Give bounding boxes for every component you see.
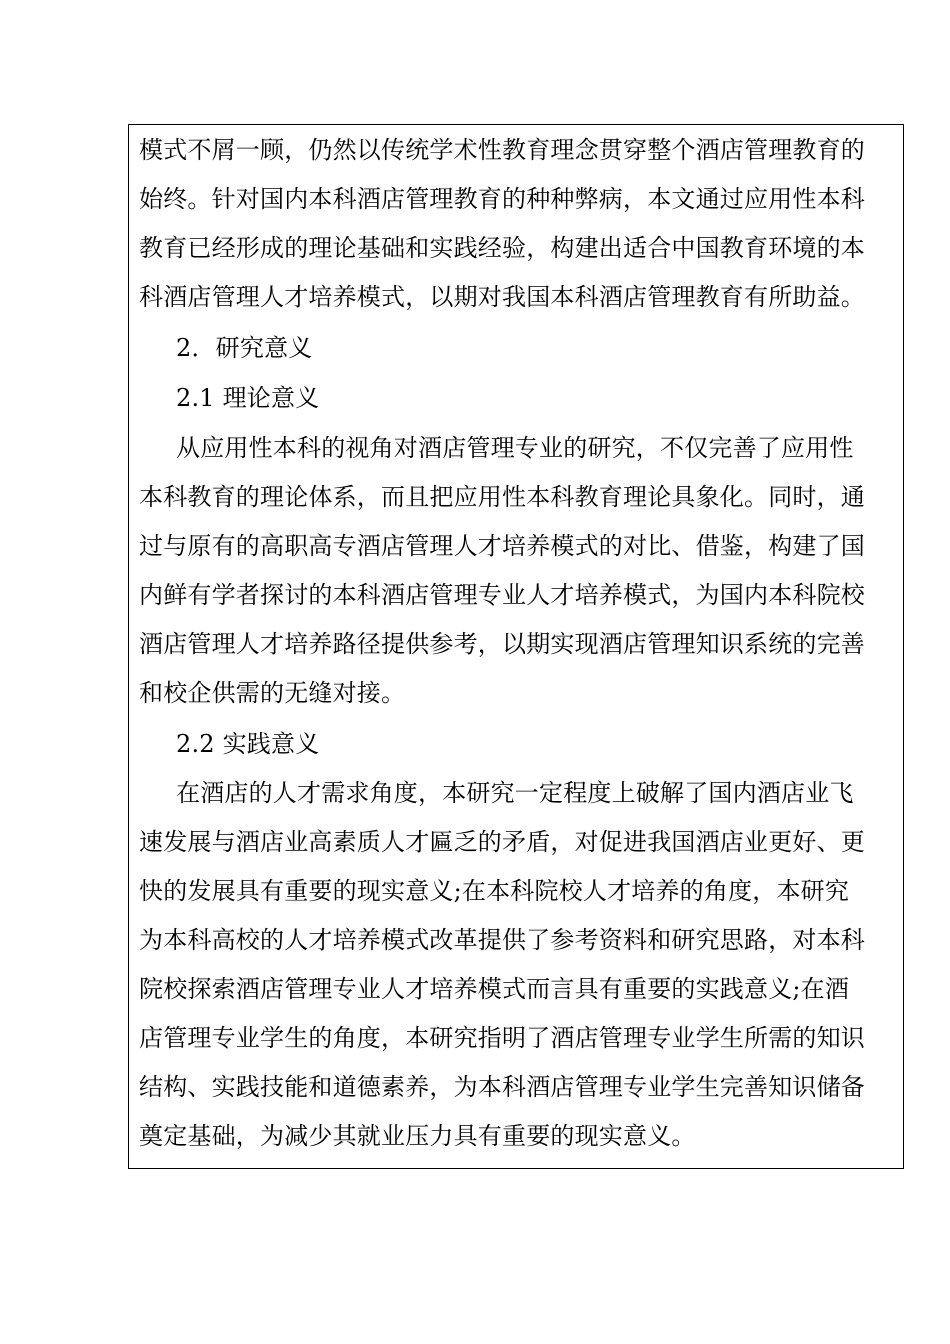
paragraph-line: 教育已经形成的理论基础和实践经验，构建出适合中国教育环境的本 <box>139 234 865 262</box>
paragraph-line: 奠定基础，为减少其就业压力具有重要的现实意义。 <box>139 1122 696 1150</box>
paragraph-line: 店管理专业学生的角度，本研究指明了酒店管理专业学生所需的知识 <box>139 1024 865 1052</box>
paragraph-line: 结构、实践技能和道德素养，为本科酒店管理专业学生完善知识储备 <box>139 1073 865 1101</box>
paragraph-line: 院校探索酒店管理专业人才培养模式而言具有重要的实践意义;在酒 <box>139 975 850 1003</box>
paragraph-line: 科酒店管理人才培养模式，以期对我国本科酒店管理教育有所助益。 <box>139 283 865 311</box>
paragraph-line: 始终。针对国内本科酒店管理教育的种种弊病，本文通过应用性本科 <box>139 185 865 213</box>
document-body <box>128 124 904 1169</box>
paragraph-line: 本科教育的理论体系，而且把应用性本科教育理论具象化。同时，通 <box>139 483 865 511</box>
paragraph-line: 和校企供需的无缝对接。 <box>139 679 406 707</box>
subsection-heading: 2.1 理论意义 <box>176 384 320 412</box>
paragraph-line: 快的发展具有重要的现实意义;在本科院校人才培养的角度，本研究 <box>139 877 850 905</box>
paragraph-line: 酒店管理人才培养路径提供参考，以期实现酒店管理知识系统的完善 <box>139 630 865 658</box>
paragraph-line: 过与原有的高职高专酒店管理人才培养模式的对比、借鉴，构建了国 <box>139 532 865 560</box>
subsection-heading: 2.2 实践意义 <box>176 730 320 758</box>
paragraph-line: 模式不屑一顾，仍然以传统学术性教育理念贯穿整个酒店管理教育的 <box>139 136 865 164</box>
paragraph-line: 内鲜有学者探讨的本科酒店管理专业人才培养模式，为国内本科院校 <box>139 581 865 609</box>
paragraph-line: 速发展与酒店业高素质人才匾乏的矛盾，对促进我国酒店业更好、更 <box>139 828 865 856</box>
paragraph-line: 为本科高校的人才培养模式改革提供了参考资料和研究思路，对本科 <box>139 926 865 954</box>
paragraph-line: 在酒店的人才需求角度，本研究一定程度上破解了国内酒店业飞 <box>176 779 854 807</box>
paragraph-line: 从应用性本科的视角对酒店管理专业的研究，不仅完善了应用性 <box>176 434 854 462</box>
section-heading: 2．研究意义 <box>176 334 313 362</box>
